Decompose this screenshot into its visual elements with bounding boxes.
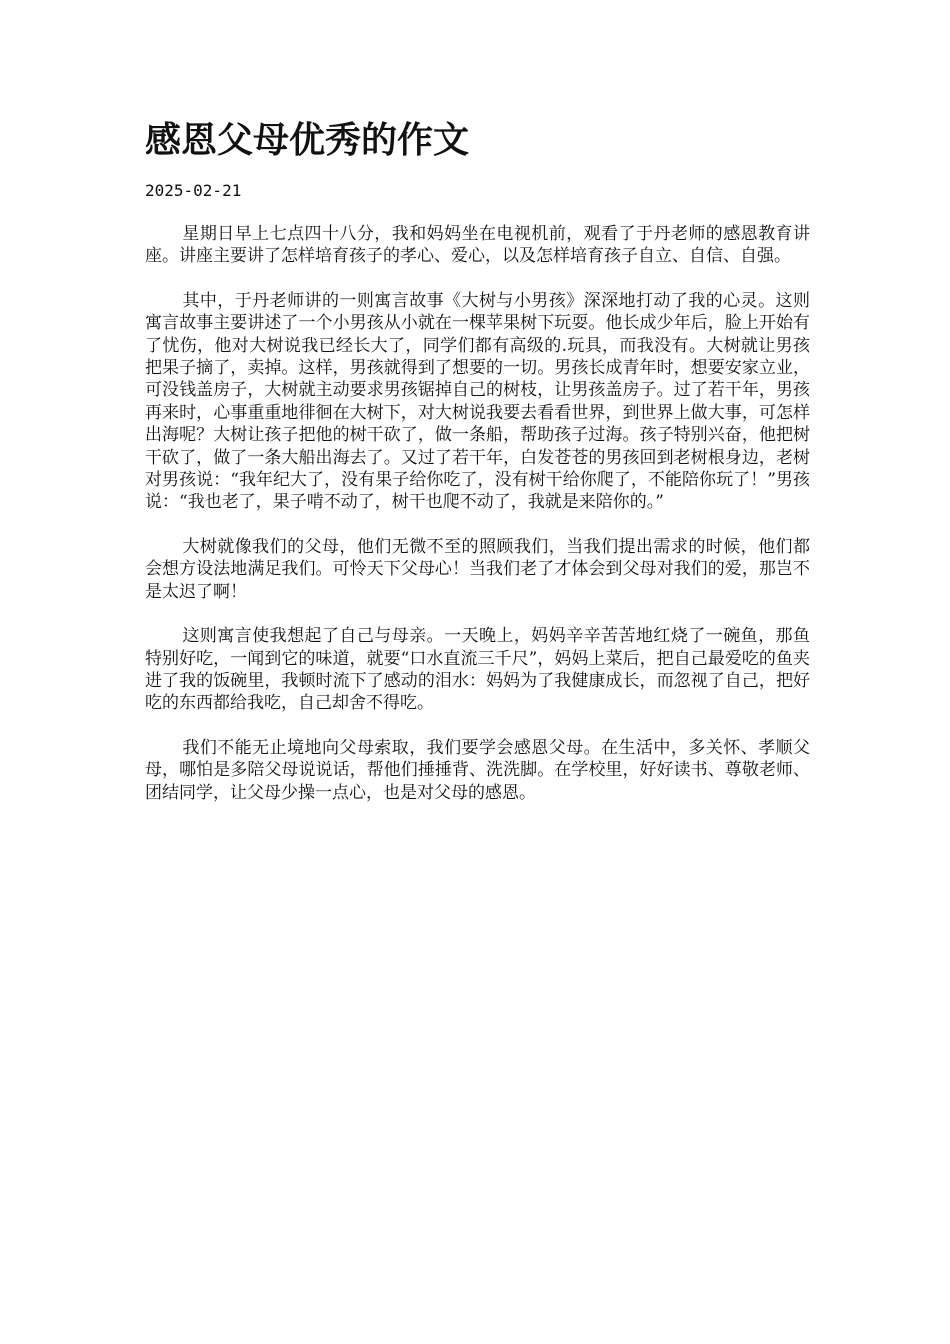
paragraph-intro: 星期日早上七点四十八分，我和妈妈坐在电视机前，观看了于丹老师的感恩教育讲座。讲座主要讲了怎样培育孩子的孝心、爱心，以及怎样培育孩子自立、自信、自强。 (145, 224, 810, 267)
paragraph-conclusion: 我们不能无止境地向父母索取，我们要学会感恩父母。在生活中，多关怀、孝顺父母，哪怕是多陪父母说说话，帮他们捶捶背、洗洗脚。在学校里，好好读书、尊敬老师、团结同学，让父母少操一点心，也是对父母的感恩。 (145, 737, 810, 803)
document-page (145, 117, 810, 826)
article-body (145, 223, 810, 804)
publish-date: 2025-02-21 (145, 181, 242, 200)
document-title: 感恩父母优秀的作文 (145, 120, 470, 161)
paragraph-mother: 这则寓言使我想起了自己与母亲。一天晚上，妈妈辛辛苦苦地红烧了一碗鱼，那鱼特别好吃，一闻到它的味道，就要“口水直流三千尺”，妈妈上菜后，把自己最爱吃的鱼夹进了我的饭碗里，我顿时流下了感动的泪水：妈妈为了我健康成长，而忽视了自己，把好吃的东西都给我吃，自己却舍不得吃。 (145, 626, 810, 714)
paragraph-reflection: 大树就像我们的父母，他们无微不至的照顾我们，当我们提出需求的时候，他们都会想方设法地满足我们。可怜天下父母心！当我们老了才体会到父母对我们的爱，那岂不是太迟了啊！ (145, 536, 810, 602)
paragraph-fable: 其中，于丹老师讲的一则寓言故事《大树与小男孩》深深地打动了我的心灵。这则寓言故事主要讲述了一个小男孩从小就在一棵苹果树下玩耍。他长成少年后，脸上开始有了忧伤，他对大树说我已经长大了，同学们都有高级的.玩具，而我没有。大树就让男孩把果子摘了，卖掉。这样，男孩就得到了想要的一切。男孩长成青年时，想要安家立业，可没钱盖房子，大树就主动要求男孩锯掉自己的树枝，让男孩盖房子。过了若干年，男孩再来时，心事重重地徘徊在大树下，对大树说我要去看看世界，到世界上做大事，可怎样出海呢？大树让孩子把他的树干砍了，做一条船，帮助孩子过海。孩子特别兴奋，他把树干砍了，做了一条大船出海去了。又过了若干年，白发苍苍的男孩回到老树根身边，老树对男孩说：“我年纪大了，没有果子给你吃了，没有树干给你爬了，不能陪你玩了！”男孩说：“我也老了，果子啃不动了，树干也爬不动了，我就是来陪你的。” (145, 290, 810, 513)
